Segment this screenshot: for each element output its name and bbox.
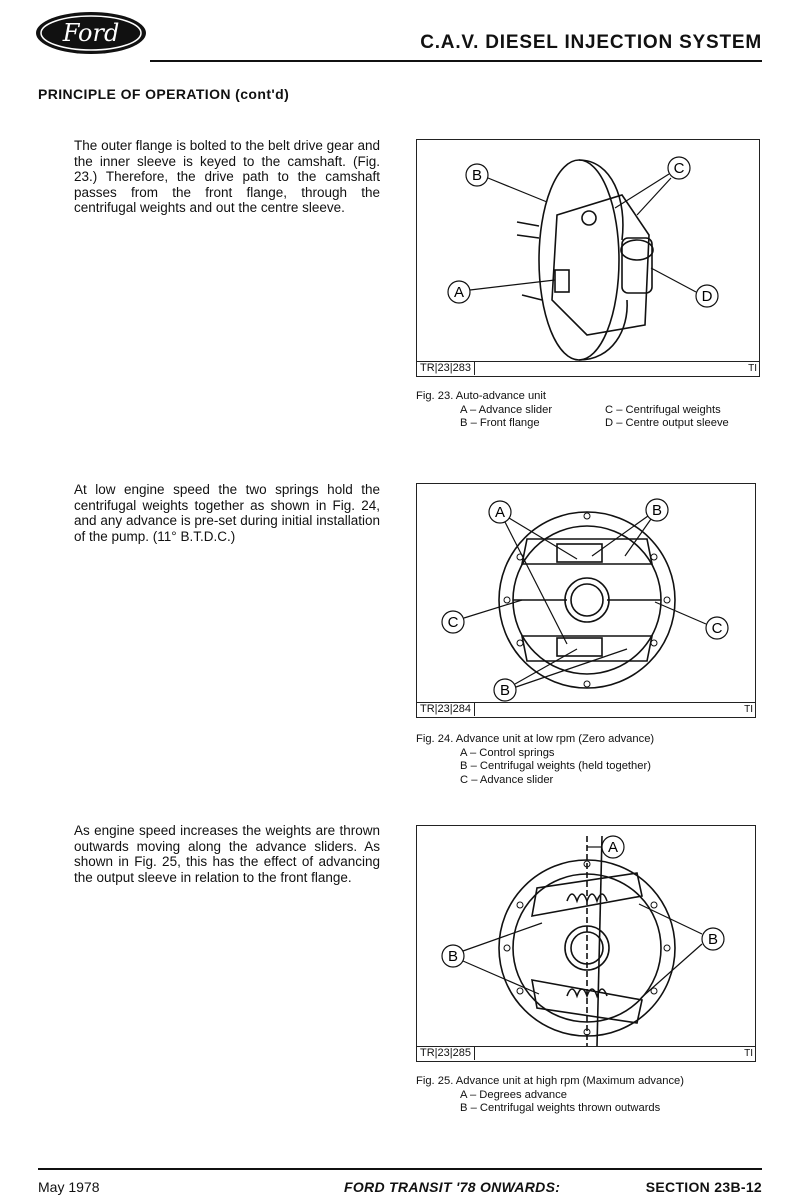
- footer-date: May 1978: [38, 1179, 100, 1195]
- svg-text:C: C: [711, 620, 723, 637]
- figure-23-code: TR|23|283: [418, 361, 475, 375]
- callout-a: [587, 836, 624, 858]
- figure-23-key-c: C – Centrifugal weights: [605, 403, 721, 416]
- figure-23-caption-title: Fig. 23. Auto-advance unit: [416, 390, 546, 402]
- figure-24-drawing: [417, 484, 755, 717]
- figure-24-key-b: B – Centrifugal weights (held together): [460, 760, 651, 773]
- figure-25-key-a: A – Degrees advance: [460, 1088, 567, 1101]
- figure-25-code: TR|23|285: [418, 1046, 475, 1060]
- figure-23-frame: [416, 139, 760, 377]
- figure-25-drawing: [417, 826, 755, 1061]
- paragraph-1: The outer flange is bolted to the belt drive gear and the inner sleeve is keyed to the camshaft. (Fig. 23.) Therefore, the drive path to the camshaft passes from the front flange, through the centrifugal weights and out the centre sleeve.: [74, 138, 380, 216]
- figure-25-frame: [416, 825, 756, 1062]
- paragraph-3: As engine speed increases the weights are thrown outwards moving along the advance sliders. As shown in Fig. 25, this has the effect of advancing the output sleeve in relation to the front flange.: [74, 823, 380, 885]
- header-rule: [150, 60, 762, 62]
- figure-23-key-a: A – Advance slider: [460, 403, 553, 416]
- figure-23-key-d: D – Centre output sleeve: [605, 417, 729, 430]
- svg-text:B: B: [707, 931, 719, 948]
- section-heading: PRINCIPLE OF OPERATION (cont'd): [38, 86, 290, 102]
- logo-lettering: Ford: [62, 19, 120, 47]
- figure-24-code: TR|23|284: [418, 702, 475, 716]
- svg-text:C: C: [447, 614, 459, 631]
- figure-23-tag: TI: [748, 363, 757, 374]
- svg-text:A: A: [494, 504, 506, 521]
- callout-b-left: [442, 923, 542, 994]
- svg-text:C: C: [673, 160, 685, 177]
- svg-text:A: A: [607, 839, 619, 856]
- figure-24-key-a: A – Control springs: [460, 746, 555, 759]
- svg-text:A: A: [453, 284, 465, 301]
- figure-25-tag: TI: [744, 1048, 753, 1059]
- figure-24-caption-title: Fig. 24. Advance unit at low rpm (Zero advance): [416, 733, 655, 745]
- figure-23-drawing: [417, 140, 759, 376]
- document-title: C.A.V. DIESEL INJECTION SYSTEM: [420, 32, 762, 53]
- figure-23-key-b: B – Front flange: [460, 417, 540, 430]
- callout-d: [651, 268, 718, 307]
- footer-title: FORD TRANSIT '78 ONWARDS:: [344, 1179, 561, 1195]
- figure-24-caption: [416, 733, 761, 787]
- figure-24-frame: [416, 483, 756, 718]
- svg-text:B: B: [651, 502, 663, 519]
- svg-text:D: D: [701, 288, 713, 305]
- figure-25-key-b: B – Centrifugal weights thrown outwards: [460, 1102, 661, 1115]
- svg-text:B: B: [447, 948, 459, 965]
- figure-24-key-c: C – Advance slider: [460, 773, 554, 786]
- callout-c: [615, 157, 690, 215]
- footer-section: SECTION 23B-12: [645, 1179, 762, 1195]
- callout-b: [466, 164, 547, 202]
- paragraph-2: At low engine speed the two springs hold the centrifugal weights together as shown in Fig. 24, and any advance is pre-set during initial installation of the pump. (11° B.T.D.C.): [74, 482, 380, 544]
- figure-25-caption-title: Fig. 25. Advance unit at high rpm (Maximum advance): [416, 1075, 685, 1087]
- figure-25-caption: [416, 1075, 761, 1116]
- svg-text:B: B: [499, 682, 511, 699]
- footer-rule: [38, 1168, 762, 1170]
- figure-23-caption: [416, 390, 761, 431]
- callout-c-right: [655, 602, 728, 639]
- figure-24-tag: TI: [744, 704, 753, 715]
- svg-text:B: B: [471, 167, 483, 184]
- ford-logo: [34, 10, 148, 56]
- callout-c-left: [442, 600, 522, 633]
